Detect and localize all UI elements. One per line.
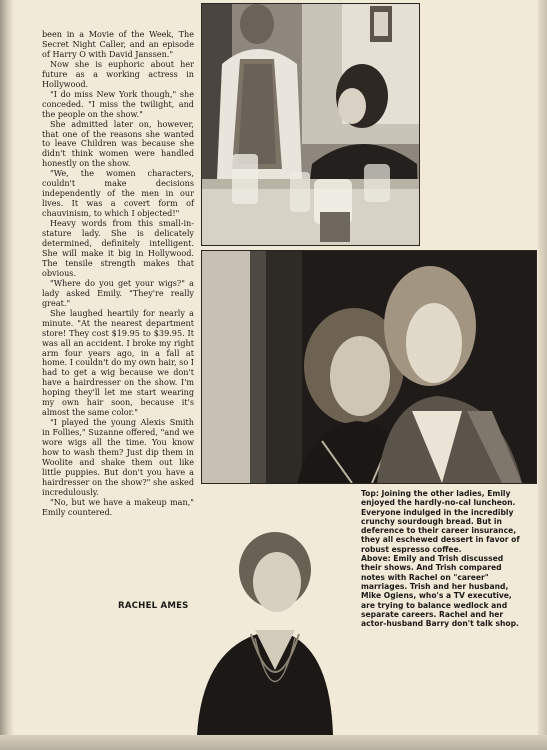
page-spine-shadow [0, 0, 14, 750]
article-paragraph: "We, the women characters, couldn't make decisions independently of the men in our lives. It was a covert form of chauvinism, to which I objected!" [42, 168, 194, 219]
emily-and-trish-photo-image [202, 251, 536, 483]
photo-name-label: RACHEL AMES [118, 601, 189, 611]
photo-caption [361, 489, 522, 628]
rachel-ames-photo [195, 530, 335, 735]
caption-paragraph: Top: Joining the other ladies, Emily enjoyed the hardly-no-cal luncheon. Everyone indulged in the incredibly crunchy sourdough bread. But in deference to their career insurance, they all eschewed dessert in favor of robust espresso coffee. [361, 489, 520, 554]
luncheon-photo-image [202, 4, 419, 245]
article-paragraph: Heavy words from this small-in-stature lady. She is delicately determined, definitely intelligent. She will make it big in Hollywood. The tensile strength makes that obvious. [42, 218, 194, 278]
article-paragraph: been in a Movie of the Week, The Secret Night Caller, and an episode of Harry O with David Janssen." [42, 29, 194, 59]
article-body [42, 30, 194, 518]
rachel-ames-photo-image [195, 530, 335, 735]
article-paragraph: She admitted later on, however, that one of the reasons she wanted to leave Children was because she didn't think women were handled honestly on the show. [42, 118, 194, 169]
article-paragraph: "I played the young Alexis Smith in Follies," Suzanne offered, "and we wore wigs all the time. You know how to wash them? Just dip them in Woolite and shake them out like little puppies. But don't you have a hairdresser on the show?" she asked incredulously. [42, 417, 194, 497]
luncheon-photo [201, 3, 420, 246]
article-paragraph: Now she is euphoric about her future as a working actress in Hollywood. [42, 58, 194, 89]
emily-and-trish-photo [201, 250, 537, 484]
page-right-edge [538, 0, 547, 750]
article-paragraph: "No, but we have a makeup man," Emily countered. [42, 496, 194, 517]
page-bottom-edge [0, 735, 547, 750]
article-paragraph: "I do miss New York though," she conceded. "I miss the twilight, and the people on the show." [42, 88, 194, 119]
article-paragraph: She laughed heartily for nearly a minute. "At the nearest department store! They cost $19.95 to $39.95. It was all an accident. I broke my right arm four years ago, in a fall at home. I couldn't do my own hair, so I had to get a wig because we don't have a hairdresser on the show. I'm hoping they'll let me start wearing my own hair soon, because it's almost the same color." [42, 307, 194, 418]
caption-paragraph: Above: Emily and Trish discussed their shows. And Trish compared notes with Rachel on "career" marriages. Trish and her husband, Mike Ogiens, who's a TV executive, are trying to balance wedlock and separate careers. Rachel and her actor-husband Barry don't talk shop. [361, 554, 519, 629]
article-paragraph: "Where do you get your wigs?" a lady asked Emily. "They're really great." [42, 277, 194, 308]
